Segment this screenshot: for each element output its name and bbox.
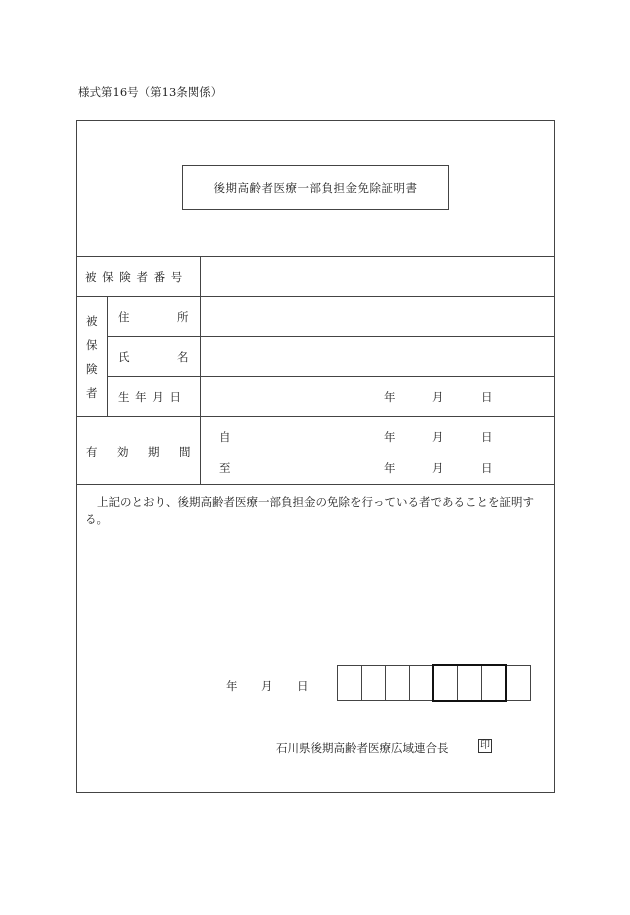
insured-label-char-2: 保: [86, 338, 98, 352]
birth-month-unit: 月: [432, 390, 444, 404]
birth-day-unit: 日: [481, 390, 493, 404]
number-box-3[interactable]: [385, 665, 410, 701]
number-box-highlight: [432, 664, 507, 702]
insured-label-char-1: 被: [86, 314, 98, 328]
certification-statement: 上記のとおり、後期高齢者医療一部負担金の免除を行っている者であることを証明する。: [85, 495, 534, 526]
validity-to-label: 至: [219, 461, 231, 475]
divider-name: [107, 376, 555, 377]
insured-label-char-4: 者: [86, 386, 98, 400]
divider-title: [76, 256, 555, 257]
issuer-name: 石川県後期高齢者医療広域連合長: [276, 741, 449, 755]
issue-year-unit: 年: [226, 679, 238, 693]
name-label-1: 氏: [118, 350, 130, 364]
to-year-unit: 年: [384, 461, 396, 475]
validity-label-3: 期: [148, 445, 160, 459]
validity-label-2: 効: [117, 445, 129, 459]
to-month-unit: 月: [432, 461, 444, 475]
issue-month-unit: 月: [261, 679, 273, 693]
to-day-unit: 日: [481, 461, 493, 475]
from-year-unit: 年: [384, 430, 396, 444]
validity-label-1: 有: [86, 445, 98, 459]
number-box-4[interactable]: [409, 665, 434, 701]
column-divider: [200, 256, 201, 484]
seal-mark: 印: [480, 740, 490, 751]
name-label-2: 名: [177, 350, 189, 364]
validity-from-label: 自: [219, 430, 231, 444]
number-box-2[interactable]: [361, 665, 386, 701]
group-divider: [107, 296, 108, 416]
issue-day-unit: 日: [297, 679, 309, 693]
divider-address: [107, 336, 555, 337]
from-day-unit: 日: [481, 430, 493, 444]
document-title: 後期高齢者医療一部負担金免除証明書: [182, 165, 449, 210]
address-label-1: 住: [118, 310, 130, 324]
from-month-unit: 月: [432, 430, 444, 444]
form-number-label: 様式第16号（第13条関係）: [78, 85, 223, 99]
birthdate-label: 生 年 月 日: [118, 390, 182, 404]
divider-insured-number: [76, 296, 555, 297]
insured-label-char-3: 険: [86, 362, 98, 376]
number-box-8[interactable]: [505, 665, 531, 701]
birth-year-unit: 年: [384, 390, 396, 404]
divider-birthdate: [76, 416, 555, 417]
address-label-2: 所: [177, 310, 189, 324]
number-box-1[interactable]: [337, 665, 362, 701]
validity-label-4: 間: [179, 445, 191, 459]
divider-validity: [76, 484, 555, 485]
insured-number-label: 被 保 険 者 番 号: [85, 270, 184, 284]
